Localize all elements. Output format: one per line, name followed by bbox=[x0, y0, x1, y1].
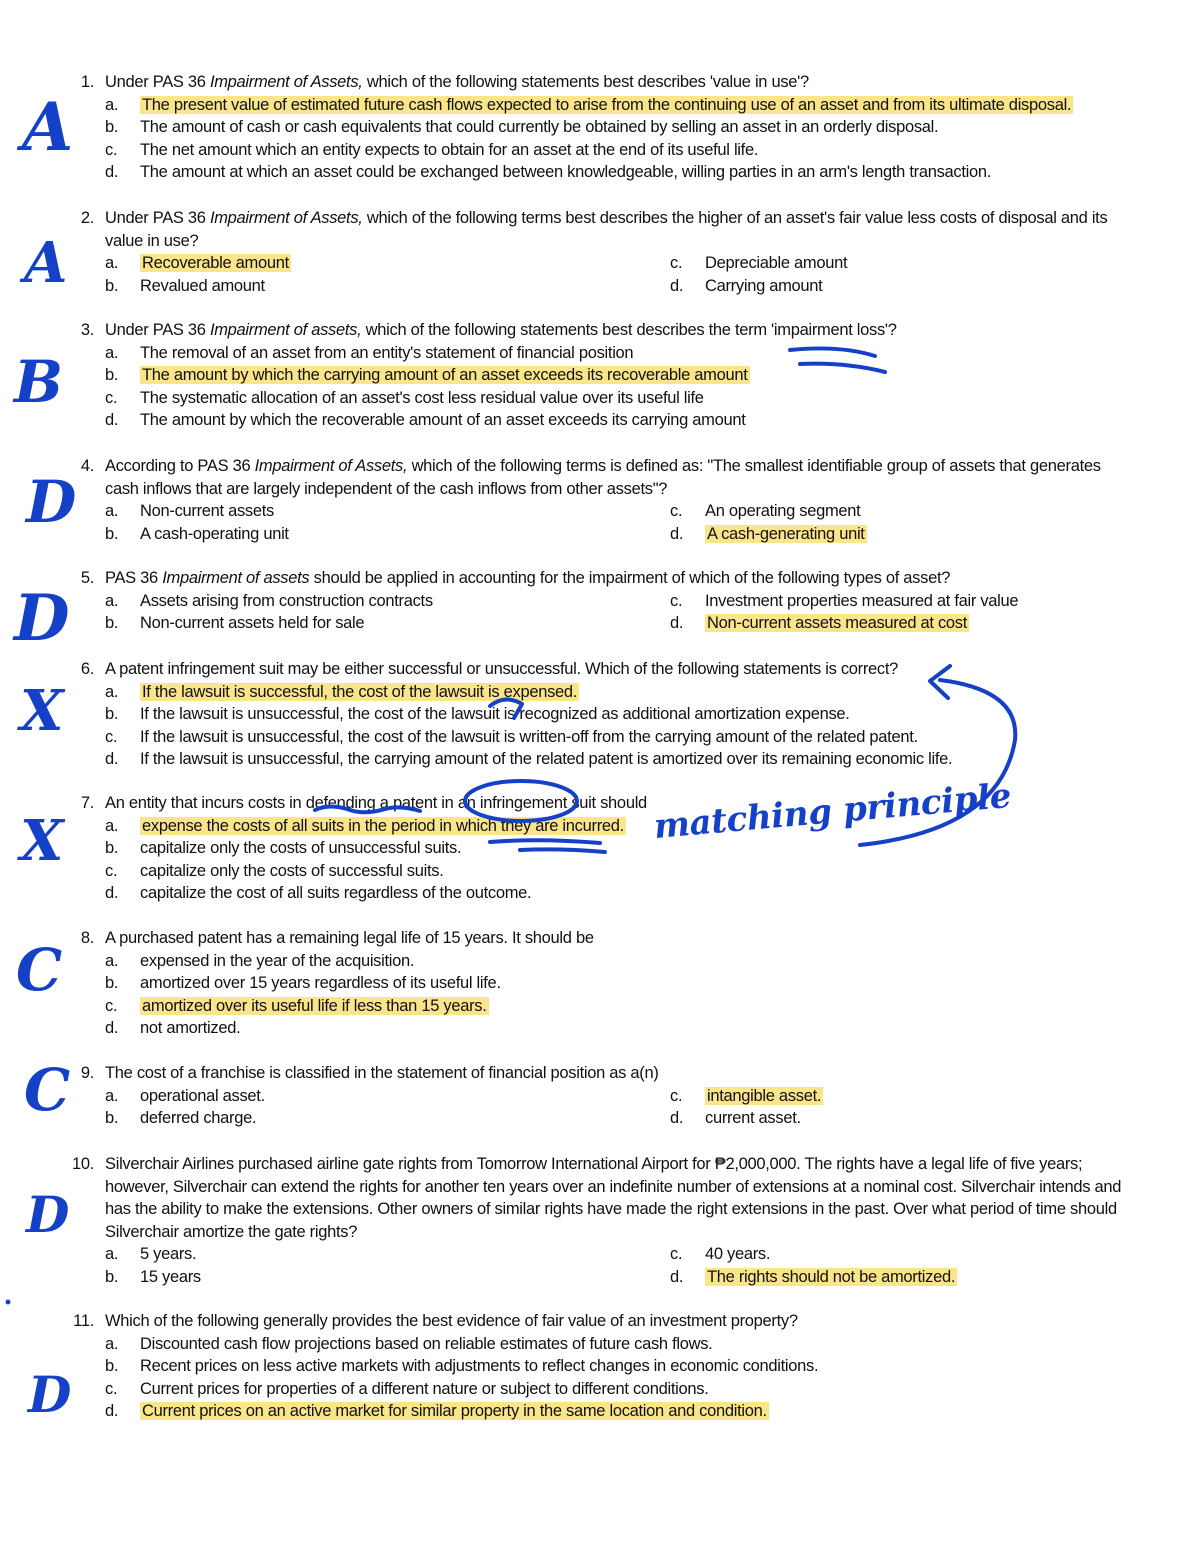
option-b: b. Revalued amount bbox=[105, 276, 265, 295]
option-b: b. amortized over 15 years regardless of its useful life. bbox=[105, 974, 501, 993]
highlighted-answer: Current prices on an active market for similar property in the same location and condition. bbox=[142, 1402, 767, 1421]
question-stem: 3. Under PAS 36 Impairment of assets, which of the following statements best describes the term 'impairment loss'? bbox=[64, 319, 1136, 342]
question-stem: 10. Silverchair Airlines purchased airline gate rights from Tomorrow International Airport for ₱2,000,000. The rights have a legal life of five years; however, Silverchair can extend the rights for another ten years over an indefinite number of extensions at a nominal cost. Silverchair intends and has the ability to make the extensions. Other owners of similar rights have made the right extensions in the past. Over what period of time should Silverchair amortize the gate rights? bbox=[64, 1153, 1136, 1243]
highlighted-answer: Non-current assets measured at cost bbox=[707, 614, 968, 633]
option-a: a. operational asset. bbox=[105, 1086, 265, 1105]
question-number: 10. bbox=[71, 1155, 94, 1173]
highlighted-answer: intangible asset. bbox=[707, 1086, 822, 1105]
option-c: c. If the lawsuit is unsuccessful, the cost of the lawsuit is written-off from the carrying amount of the related patent. bbox=[105, 727, 918, 746]
question-number: 9. bbox=[80, 1064, 94, 1082]
ink-dot bbox=[6, 1300, 11, 1305]
question-stem: 1. Under PAS 36 Impairment of Assets, which of the following statements best describes 'value in use'? bbox=[64, 71, 1136, 94]
highlighted-answer: The rights should not be amortized. bbox=[707, 1267, 956, 1286]
handwritten-answer-8: C bbox=[16, 936, 62, 1004]
option-b: b. The amount by which the carrying amount of an asset exceeds its recoverable amount bbox=[105, 366, 748, 385]
handwritten-answer-1: A bbox=[22, 88, 73, 166]
option-c: c. The net amount which an entity expects to obtain for an asset at the end of its useful life. bbox=[105, 140, 759, 159]
option-d: d. The amount at which an asset could be exchanged between knowledgeable, willing parties in an arm's length transaction. bbox=[105, 163, 992, 182]
handwritten-answer-2: A bbox=[24, 230, 68, 296]
option-d: d. If the lawsuit is unsuccessful, the carrying amount of the related patent is amortized over its remaining economic life. bbox=[105, 750, 953, 769]
question-3 bbox=[64, 319, 1136, 432]
option-a: a. The present value of estimated future cash flows expected to arise from the continuing use of an asset and from its ultimate disposal. bbox=[105, 95, 1072, 114]
highlighted-answer: If the lawsuit is successful, the cost of the lawsuit is expensed. bbox=[142, 682, 578, 701]
option-c: c. 40 years. bbox=[670, 1245, 771, 1264]
question-number: 1. bbox=[80, 73, 94, 91]
option-a: a. Recoverable amount bbox=[105, 254, 289, 273]
question-1 bbox=[64, 71, 1136, 184]
option-d: d. not amortized. bbox=[105, 1019, 241, 1038]
question-11 bbox=[64, 1310, 1136, 1423]
option-c: c. An operating segment bbox=[670, 502, 861, 521]
option-d: d. Current prices on an active market for similar property in the same location and condition. bbox=[105, 1402, 767, 1421]
handwritten-answer-7: X bbox=[20, 808, 64, 874]
option-b: b. The amount of cash or cash equivalents that could currently be obtained by selling an asset in an orderly disposal. bbox=[105, 118, 939, 137]
option-d: d. Carrying amount bbox=[670, 276, 823, 295]
option-b: b. 15 years bbox=[105, 1267, 201, 1286]
question-8 bbox=[64, 927, 1136, 1040]
option-d: d. The amount by which the recoverable amount of an asset exceeds its carrying amount bbox=[105, 411, 746, 430]
option-d: d. capitalize the cost of all suits regardless of the outcome. bbox=[105, 884, 532, 903]
question-number: 7. bbox=[80, 794, 94, 812]
option-a: a. 5 years. bbox=[105, 1245, 197, 1264]
option-a: a. Assets arising from construction contracts bbox=[105, 591, 433, 610]
handwritten-answer-3: B bbox=[14, 348, 63, 416]
highlighted-answer: amortized over its useful life if less than 15 years. bbox=[142, 996, 487, 1015]
question-stem: 4. According to PAS 36 Impairment of Assets, which of the following terms is defined as: "The smallest identifiable group of assets that generates cash inflows that are largely independent of the cash inflows from other assets"? bbox=[64, 455, 1136, 500]
handwritten-answer-9: C bbox=[24, 1056, 70, 1124]
option-d: d. current asset. bbox=[670, 1109, 801, 1128]
highlighted-answer: expense the costs of all suits in the period in which they are incurred. bbox=[142, 816, 624, 835]
option-a: a. If the lawsuit is successful, the cost of the lawsuit is expensed. bbox=[105, 682, 578, 701]
option-b: b. capitalize only the costs of unsuccessful suits. bbox=[105, 839, 462, 858]
option-b: b. If the lawsuit is unsuccessful, the cost of the lawsuit is recognized as additional amortization expense. bbox=[105, 705, 850, 724]
handwritten-answer-4: D bbox=[26, 468, 76, 536]
option-c: c. capitalize only the costs of successful suits. bbox=[105, 861, 444, 880]
question-stem: 9. The cost of a franchise is classified in the statement of financial position as a(n) bbox=[64, 1062, 1136, 1085]
question-stem: 6. A patent infringement suit may be either successful or unsuccessful. Which of the following statements is correct? bbox=[64, 658, 1136, 681]
question-number: 5. bbox=[80, 569, 94, 587]
option-b: b. Recent prices on less active markets with adjustments to reflect changes in economic conditions. bbox=[105, 1357, 819, 1376]
question-number: 3. bbox=[80, 321, 94, 339]
option-c: c. Investment properties measured at fair value bbox=[670, 591, 1019, 610]
question-stem: 11. Which of the following generally provides the best evidence of fair value of an investment property? bbox=[64, 1310, 1136, 1333]
question-stem: 8. A purchased patent has a remaining legal life of 15 years. It should be bbox=[64, 927, 1136, 950]
highlighted-answer: The present value of estimated future cash flows expected to arise from the continuing use of an asset and from its ultimate disposal. bbox=[142, 95, 1072, 114]
handwritten-answer-5: D bbox=[14, 581, 70, 656]
question-5 bbox=[64, 567, 1136, 635]
question-stem: 2. Under PAS 36 Impairment of Assets, which of the following terms best describes the higher of an asset's fair value less costs of disposal and its value in use? bbox=[64, 207, 1136, 252]
option-c: c. amortized over its useful life if less than 15 years. bbox=[105, 996, 487, 1015]
highlighted-answer: Recoverable amount bbox=[142, 254, 289, 273]
option-c: c. Depreciable amount bbox=[670, 254, 848, 273]
option-a: a. The removal of an asset from an entity's statement of financial position bbox=[105, 343, 634, 362]
handwritten-answer-6: X bbox=[20, 678, 64, 744]
question-4 bbox=[64, 455, 1136, 545]
question-2 bbox=[64, 207, 1136, 297]
option-a: a. expensed in the year of the acquisition. bbox=[105, 951, 415, 970]
option-c: c. The systematic allocation of an asset's cost less residual value over its useful life bbox=[105, 388, 704, 407]
question-stem: 7. An entity that incurs costs in defending a patent in an infringement suit should bbox=[64, 792, 1136, 815]
option-d: d. Non-current assets measured at cost bbox=[670, 614, 968, 633]
highlighted-answer: A cash-generating unit bbox=[707, 524, 865, 543]
question-10 bbox=[64, 1153, 1136, 1289]
option-a: a. Discounted cash flow projections based on reliable estimates of future cash flows. bbox=[105, 1334, 713, 1353]
margin-note-matching-principle: matching principle bbox=[652, 775, 1013, 847]
option-d: d. The rights should not be amortized. bbox=[670, 1267, 956, 1286]
option-b: b. deferred charge. bbox=[105, 1109, 257, 1128]
question-9 bbox=[64, 1062, 1136, 1130]
question-number: 6. bbox=[80, 660, 94, 678]
highlighted-answer: The amount by which the carrying amount of an asset exceeds its recoverable amount bbox=[142, 366, 748, 385]
question-stem: 5. PAS 36 Impairment of assets should be applied in accounting for the impairment of which of the following types of asset? bbox=[64, 567, 1136, 590]
option-a: a. Non-current assets bbox=[105, 502, 274, 521]
handwritten-answer-10: D bbox=[26, 1185, 70, 1244]
option-b: b. A cash-operating unit bbox=[105, 524, 289, 543]
question-6 bbox=[64, 658, 1136, 771]
option-c: c. intangible asset. bbox=[670, 1086, 822, 1105]
option-b: b. Non-current assets held for sale bbox=[105, 614, 365, 633]
option-c: c. Current prices for properties of a different nature or subject to different conditions. bbox=[105, 1379, 709, 1398]
option-d: d. A cash-generating unit bbox=[670, 524, 865, 543]
question-number: 11. bbox=[73, 1312, 94, 1330]
option-a: a. expense the costs of all suits in the period in which they are incurred. bbox=[105, 816, 624, 835]
question-number: 8. bbox=[80, 929, 94, 947]
question-number: 2. bbox=[80, 209, 94, 227]
question-7 bbox=[64, 792, 1136, 905]
question-number: 4. bbox=[80, 457, 94, 475]
handwritten-answer-11: D bbox=[28, 1365, 72, 1424]
